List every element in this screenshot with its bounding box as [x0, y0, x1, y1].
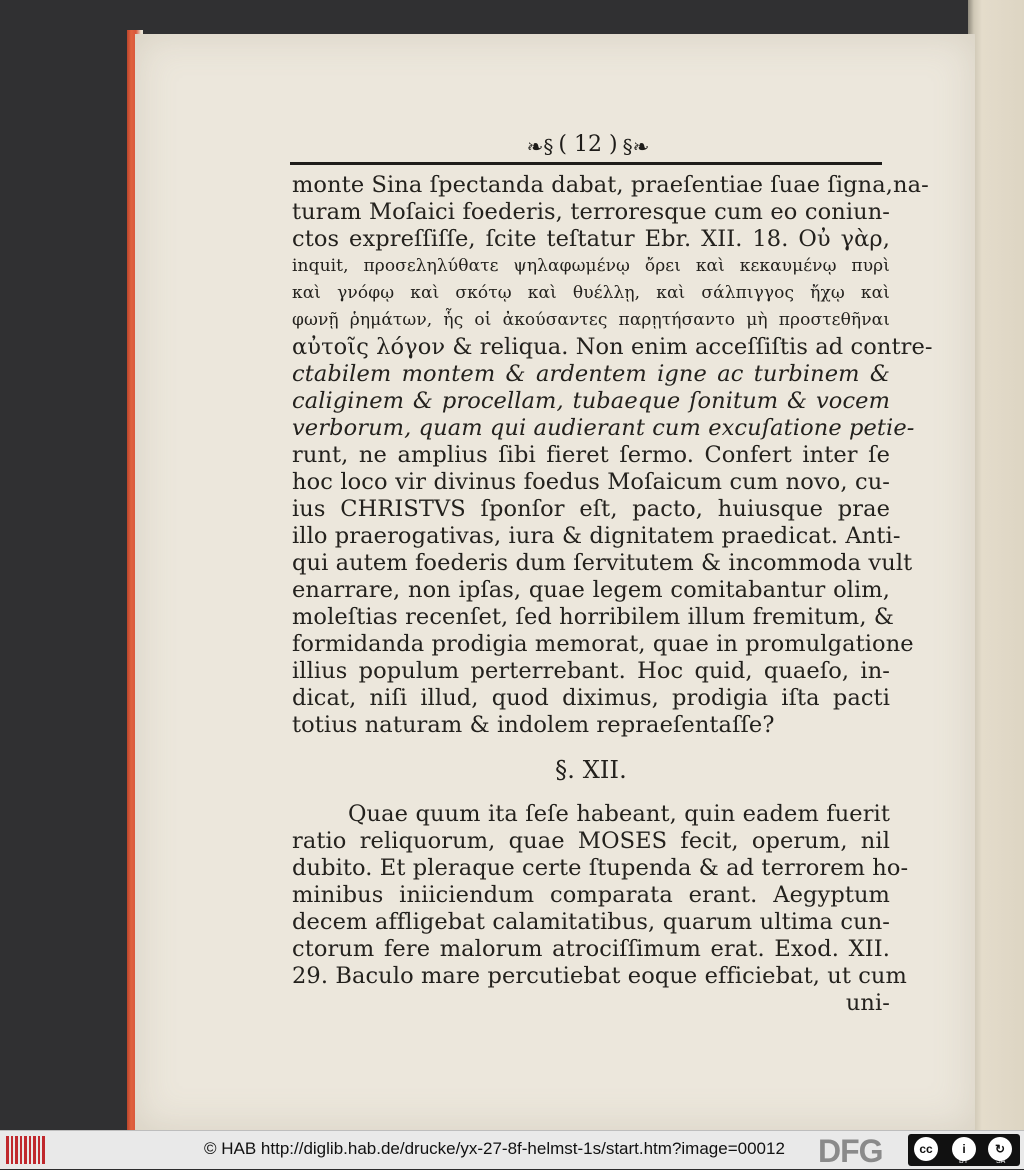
text-line: dubito. Et pleraque certe ſtupenda & ad terrorem ho-: [292, 855, 909, 881]
cc-icon: cc: [914, 1137, 938, 1161]
catchword: uni-: [845, 990, 890, 1016]
text-line: dicat, niſi illud, quod diximus, prodigia iſta pacti: [292, 685, 890, 711]
text-line: ctos expreſſiſſe, ſcite teſtatur Ebr. XII. 18. Οὐ γὰρ,: [292, 226, 890, 252]
text-line: ius CHRISTVS ſponſor eſt, pacto, huiusque prae: [292, 496, 890, 522]
by-label: BY: [959, 1158, 969, 1165]
footer-bar: [0, 1130, 1024, 1169]
ornament-left-icon: ❧§: [526, 134, 554, 159]
text-line: ctorum fere malorum atrociſſimum erat. Exod. XII.: [292, 936, 890, 962]
header-rule: [290, 162, 882, 165]
hab-barcode-logo-icon: [6, 1136, 46, 1164]
next-page-edge: [968, 0, 1024, 1130]
text-line: illo praerogativas, iura & dignitatem praedicat. Anti-: [292, 523, 901, 549]
text-line-greek: φωνῇ ῥημάτων, ἧς οἱ ἀκούσαντες παρῃτήσαντο μὴ προστεθῆναι: [292, 310, 890, 330]
text-line: moleſtias recenſet, ſed horribilem illum fremitum, &: [292, 604, 894, 630]
text-line: decem affligebat calamitatibus, quarum ultima cun-: [292, 909, 890, 935]
ornament-right-icon: §❧: [622, 134, 650, 159]
footer-credit-link[interactable]: © HAB http://diglib.hab.de/drucke/yx-27-8f-helmst-1s/start.htm?image=00012: [204, 1139, 785, 1158]
text-line: 29. Baculo mare percutiebat eoque efficiebat, ut cum: [292, 963, 907, 989]
text-line: turam Moſaici foederis, terroresque cum eo coniun-: [292, 199, 890, 225]
text-line: totius naturam & indolem repraeſentaſſe?: [292, 712, 775, 738]
sa-label: SA: [996, 1158, 1006, 1165]
text-line-greek: inquit, προσεληλύθατε ψηλαφωμένῳ ὄρει καὶ κεκαυμένῳ πυρὶ: [292, 256, 890, 276]
text-line-italic: ctabilem montem & ardentem igne ac turbinem &: [292, 361, 890, 387]
cc-license-badge[interactable]: [908, 1134, 1020, 1166]
text-line: monte Sina ſpectanda dabat, praeſentiae ſuae ſigna,na-: [292, 172, 929, 198]
page-number: ( 12 ): [558, 132, 618, 157]
text-line: hoc loco vir divinus foedus Moſaicum cum novo, cu-: [292, 469, 890, 495]
text-line: runt, ne amplius ſibi fieret ſermo. Confert inter ſe: [292, 442, 890, 468]
text-line: formidanda prodigia memorat, quae in promulgatione: [292, 631, 914, 657]
text-line: Quae quum ita ſeſe habeant, quin eadem fuerit: [348, 801, 890, 827]
text-line-italic: verborum, quam qui audierant cum excuſatione petie-: [292, 415, 915, 441]
section-heading: §. XII.: [555, 756, 627, 784]
dfg-logo: DFG: [818, 1133, 883, 1169]
text-line-greek: καὶ γνόφῳ καὶ σκότῳ καὶ θυέλλῃ, καὶ σάλπιγγος ἤχῳ καὶ: [292, 283, 890, 303]
text-line: αὐτοῖς λόγον & reliqua. Non enim acceſſiſtis ad contre-: [292, 334, 933, 360]
text-line: qui autem foederis dum ſervitutem & incommoda vult: [292, 550, 913, 576]
text-line: illius populum perterrebant. Hoc quid, quaeſo, in-: [292, 658, 890, 684]
text-line: enarrare, non ipſas, quae legem comitabantur olim,: [292, 577, 890, 603]
text-line: minibus iniiciendum comparata erant. Aegyptum: [292, 882, 890, 908]
text-line-italic: caliginem & procellam, tubaeque ſonitum & vocem: [292, 388, 890, 414]
by-person-icon: i: [952, 1137, 976, 1161]
text-line: ratio reliquorum, quae MOSES fecit, operum, nil: [292, 828, 890, 854]
text-block: [292, 172, 933, 1017]
share-alike-icon: ↻: [988, 1137, 1012, 1161]
